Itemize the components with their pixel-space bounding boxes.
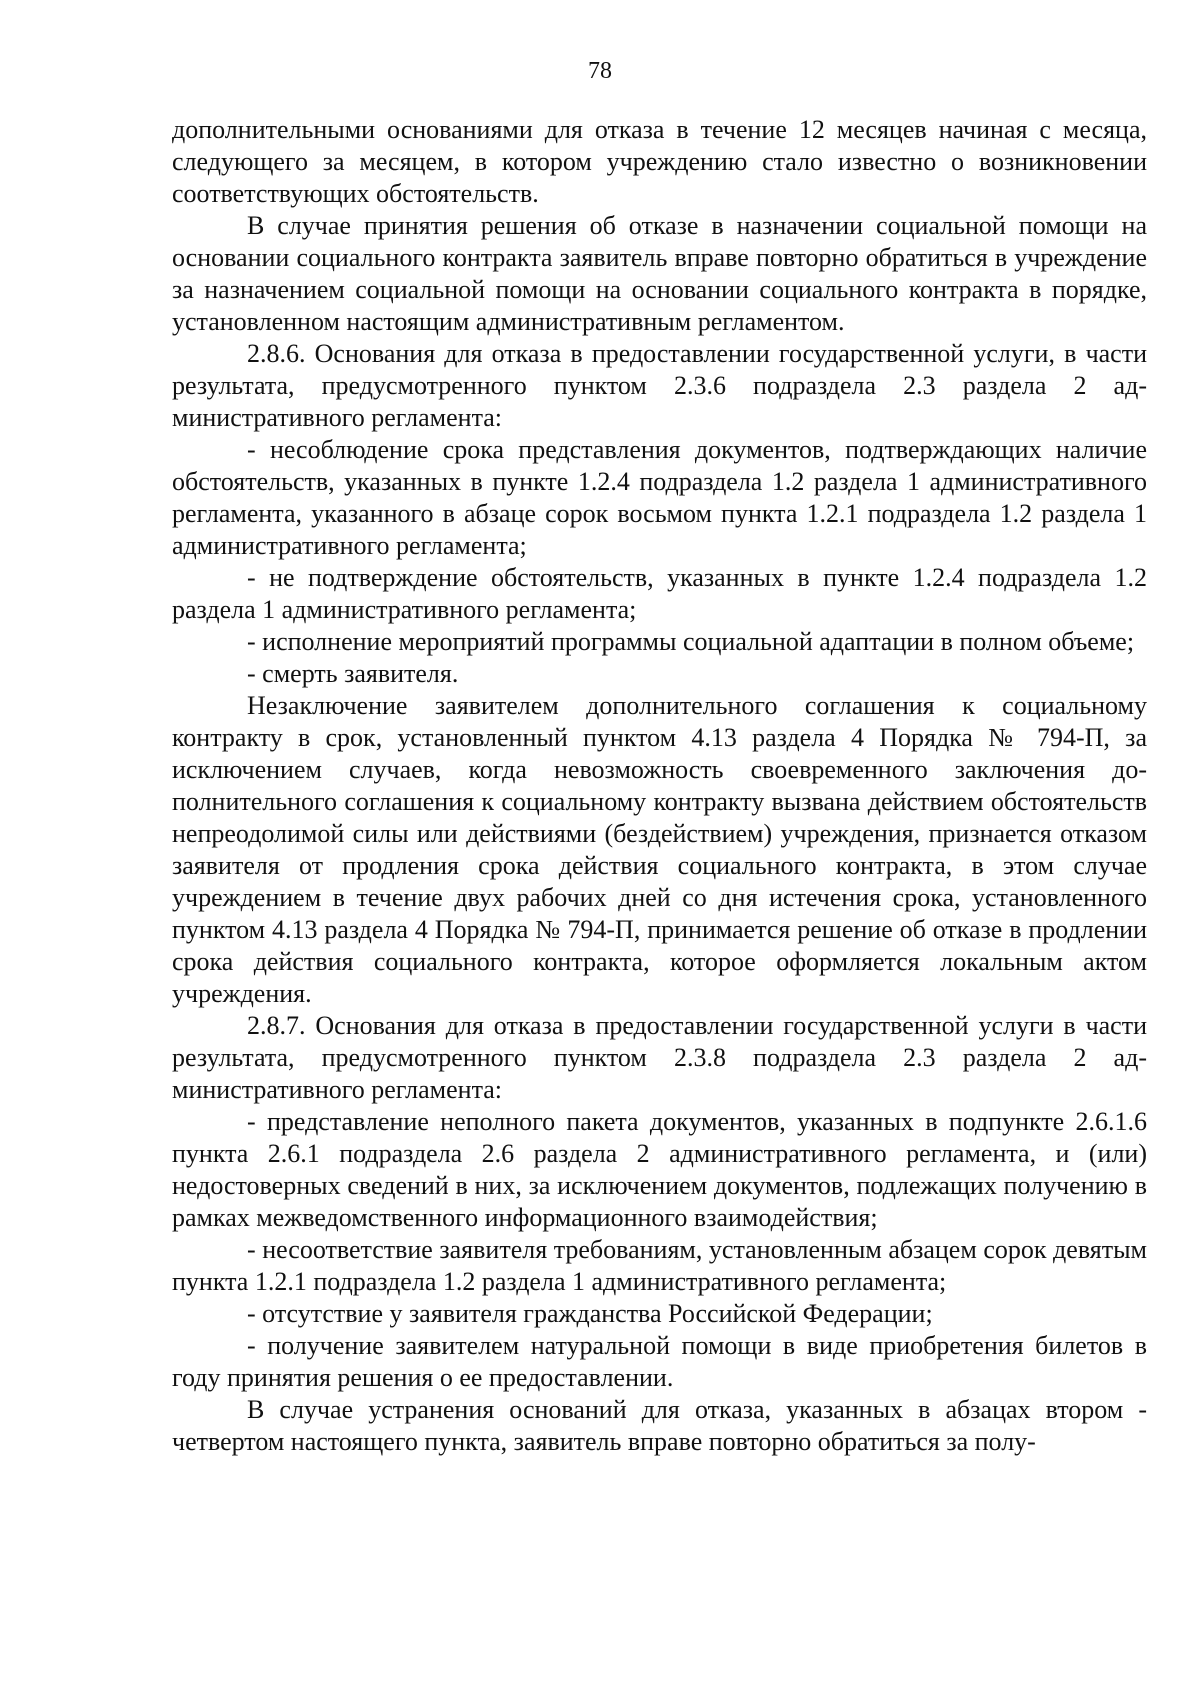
list-item: - не подтверждение обстоятельств, указанных в пункте 1.2.4 подраздела 1.2 раздела 1 административного регламента; (172, 563, 1147, 624)
page-number: 78 (588, 58, 612, 84)
paragraph: В случае принятия решения об отказе в назначении социальной помощи на основании социального контракта заявитель вправе повторно обратиться в учреждение за назначением социальной помощи на основании социального контракта в порядке, установленном настоящим административным регламентом. (172, 211, 1147, 336)
paragraph: дополнительными основаниями для отказа в течение 12 месяцев начиная с месяца, следующего за месяцем, в котором учреждению стало известно о возникновении соответствующих обстоятельств. (172, 115, 1147, 208)
section-paragraph-2-8-6: 2.8.6. Основания для отказа в предоставлении государственной услуги, в части результата, предусмотренного пунктом 2.3.6 подраздела 2.3 раздела 2 административного регламента: (172, 339, 1147, 432)
list-item: - исполнение мероприятий программы социальной адаптации в полном объеме; (247, 627, 1135, 656)
list-item: - представление неполного пакета документов, указанных в подпункте 2.6.1.6 пункта 2.6.1 подраздела 2.6 раздела 2 административного регламента, и (или) недостоверных сведений в них, за исключением документов, подлежащих получению в рамках межведомственного информационного взаимодействия; (172, 1107, 1147, 1232)
section-paragraph-2-8-7: 2.8.7. Основания для отказа в предоставлении государственной услуги в части результата, предусмотренного пунктом 2.3.8 подраздела 2.3 раздела 2 административного регламента: (172, 1011, 1147, 1104)
paragraph: В случае устранения оснований для отказа, указанных в абзацах втором - четвертом настоящего пункта, заявитель вправе повторно обратиться за полу- (172, 1395, 1147, 1456)
list-item: - несоблюдение срока представления документов, подтверждающих наличие обстоятельств, указанных в пункте 1.2.4 подраздела 1.2 раздела 1 административного регламента, указанного в абзаце сорок восьмом пункта 1.2.1 подраздела 1.2 раздела 1 административного регламента; (172, 435, 1147, 560)
list-item: - отсутствие у заявителя гражданства Российской Федерации; (247, 1299, 933, 1328)
paragraph: Незаключение заявителем дополнительного соглашения к социальному контракту в срок, установленный пунктом 4.13 раздела 4 Порядка № 794-П, за исключением случаев, когда невозможность своевременного заключения дополнительного соглашения к социальному контракту вызвана действием обстоятельств непреодолимой силы или действиями (бездействием) учреждения, признается отказом заявителя от продления срока действия социального контракта, в этом случае учреждением в течение двух рабочих дней со дня истечения срока, установленного пунктом 4.13 раздела 4 Порядка № 794-П, принимается решение об отказе в продлении срока действия социального контракта, которое оформляется локальным актом учреждения. (172, 691, 1147, 1008)
document-body (172, 114, 1147, 1458)
list-item: - смерть заявителя. (247, 659, 459, 688)
list-item: - получение заявителем натуральной помощи в виде приобретения билетов в году принятия решения о ее предоставлении. (172, 1331, 1147, 1392)
list-item: - несоответствие заявителя требованиям, установленным абзацем сорок девятым пункта 1.2.1 подраздела 1.2 раздела 1 административного регламента; (172, 1235, 1147, 1296)
